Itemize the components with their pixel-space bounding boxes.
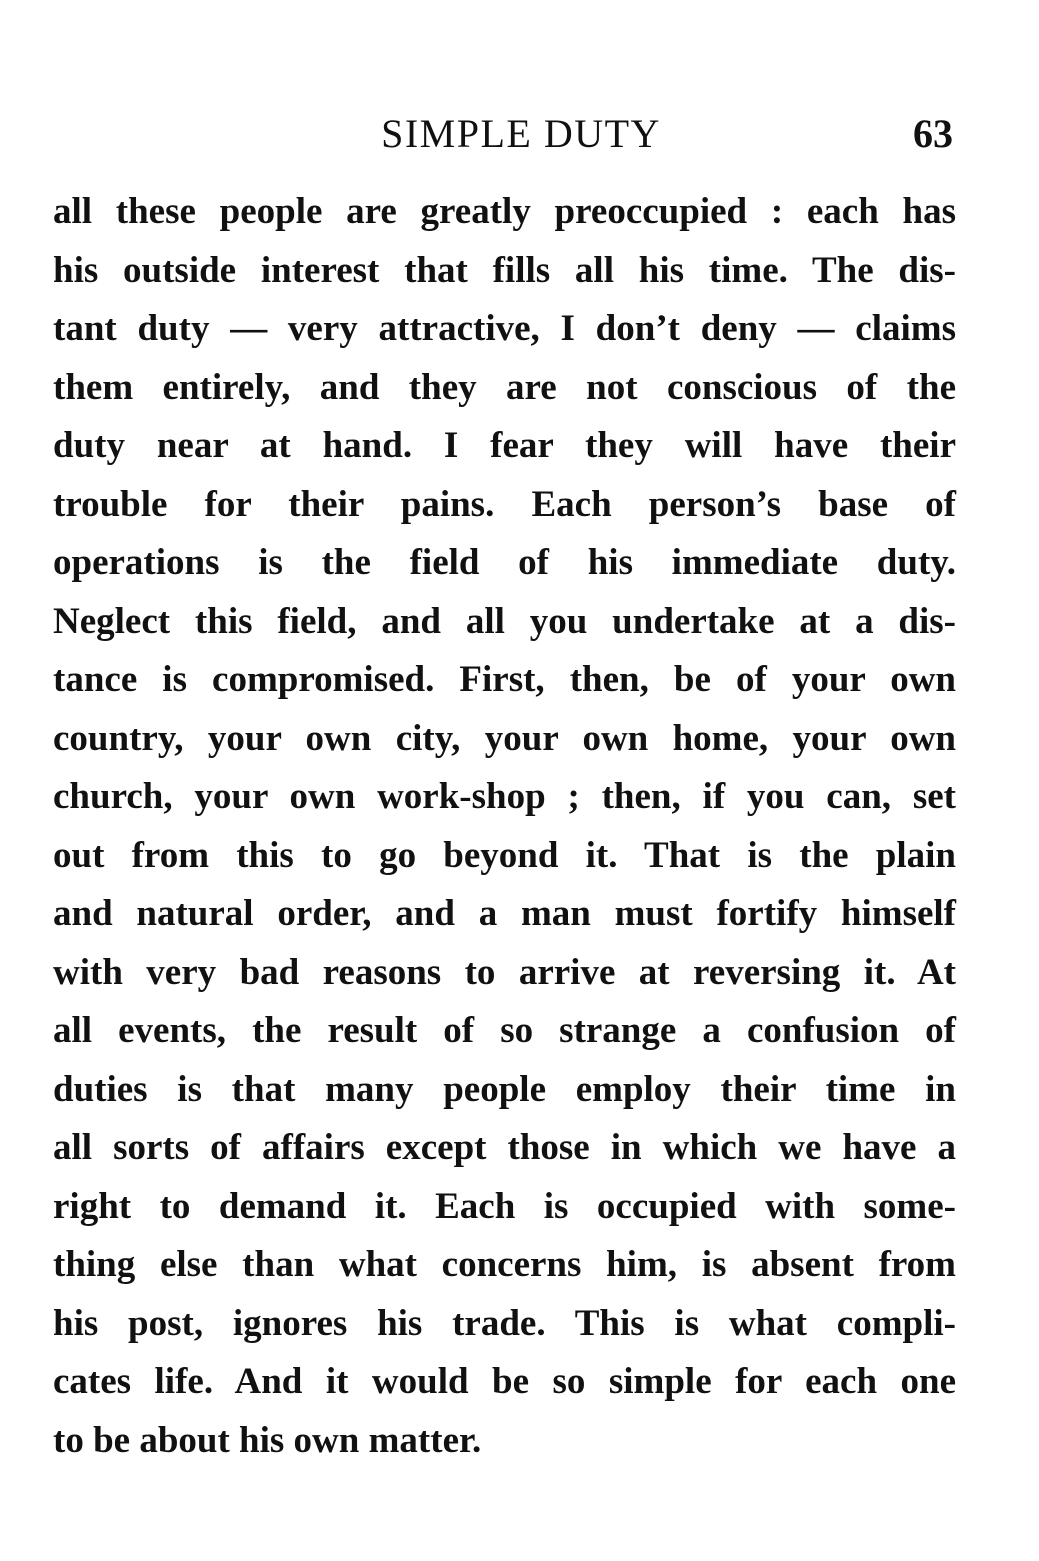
text-line: and natural order, and a man must fortify himself (53, 893, 956, 934)
text-line: cates life. And it would be so simple for each one (53, 1361, 956, 1402)
text-line: duties is that many people employ their time in (53, 1068, 956, 1110)
text-line: all events, the result of so strange a confusion of (53, 1010, 956, 1051)
text-line: tant duty — very attractive, I don’t deny — claims (53, 308, 956, 349)
page-number: 63 (913, 111, 953, 156)
text-line: his post, ignores his trade. This is what compli- (53, 1302, 956, 1344)
text-line: operations is the field of his immediate duty. (53, 542, 956, 583)
text-line: right to demand it. Each is occupied with some- (53, 1185, 956, 1227)
text-line: his outside interest that fills all his time. The dis- (53, 249, 956, 291)
text-line: all sorts of affairs except those in which we have a (53, 1127, 956, 1168)
text-line: to be about his own matter. (53, 1419, 482, 1461)
text-line: church, your own work-shop ; then, if you can, set (53, 776, 956, 817)
text-line: them entirely, and they are not conscious of the (53, 366, 956, 408)
text-line: Neglect this field, and all you undertake at a dis- (53, 600, 956, 642)
text-line: out from this to go beyond it. That is the plain (53, 834, 956, 876)
text-line: tance is compromised. First, then, be of your own (53, 659, 956, 700)
running-head (0, 108, 1039, 160)
running-title: SIMPLE DUTY (381, 111, 661, 156)
text-line: thing else than what concerns him, is absent from (53, 1244, 956, 1285)
text-line: country, your own city, your own home, your own (53, 717, 956, 759)
text-line: all these people are greatly preoccupied : each has (53, 191, 956, 232)
body-text (53, 183, 956, 1470)
text-line: with very bad reasons to arrive at reversing it. At (53, 951, 956, 993)
text-line: duty near at hand. I fear they will have their (53, 425, 956, 466)
text-line: trouble for their pains. Each person’s base of (53, 483, 956, 525)
